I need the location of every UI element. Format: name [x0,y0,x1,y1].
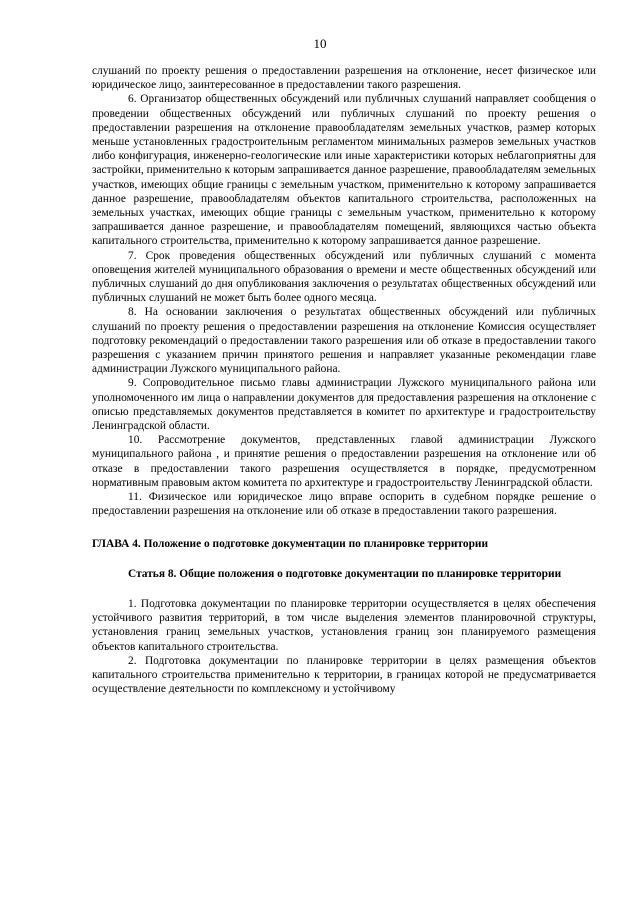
paragraph-10: 10. Рассмотрение документов, представленных главой администрации Лужского муниципального района , и принятие решения о предоставлении разрешения на отклонение или об отказе в предоставлении такого разрешения осуществляется в порядке, предусмотренном нормативным правовым актом комитета по архитектуре и градостроительству Ленинградской области. [92,434,596,489]
page-number: 10 [313,36,327,51]
paragraph-7: 7. Срок проведения общественных обсуждений или публичных слушаний с момента оповещения жителей муниципального образования о времени и месте общественных обсуждений или публичных слушаний до дня опубликования заключения о результатах общественных обсуждений или публичных слушаний не может быть более одного месяца. [92,249,596,305]
article-8-paragraph-1: 1. Подготовка документации по планировке территории осуществляется в целях обеспечения устойчивого развития территорий, в том числе выделения элементов планировочной структуры, установления границ земельных участков, установления границ зон планируемого размещения объектов капитального строительства. [92,597,596,653]
paragraph-11: 11. Физическое или юридическое лицо вправе оспорить в судебном порядке решение о предоставлении разрешения на отклонение или об отказе в предоставлении такого разрешения. [92,491,596,518]
article-8-paragraph-2: 2. Подготовка документации по планировке территории в целях размещения объектов капитального строительства применительно к территории, в границах которой не предусматривается осуществление деятельности по комплексному и устойчивому [92,654,596,696]
paragraph-9: 9. Сопроводительное письмо главы администрации Лужского муниципального района или уполномоченного им лица о направлении документов для предоставления разрешения на отклонение с описью представляемых документов представляется в комитет по архитектуре и градостроительству Ленинградской области. [92,377,596,433]
paragraph-6: 6. Организатор общественных обсуждений или публичных слушаний направляет сообщения о проведении общественных обсуждений или публичных слушаний по проекту решения о предоставлении разрешения на отклонение правообладателям земельных участков, размер которых меньше установленных градостроительным регламентом минимальных размеров земельных участков либо конфигурация, инженерно-геологические или иные характеристики которых неблагоприятны для застройки, применительно к которым запрашивается данное разрешение, правообладателям земельных участков, имеющих общие границы с земельным участком, применительно к которому запрашивается данное разрешение, правообладателям объектов капитального строительства, расположенных на земельных участках, имеющих общие границы с земельным участком, применительно к которому запрашивается данное разрешение, и правообладателям помещений, являющихся частью объекта капитального строительства, применительно к которому запрашивается данное разрешение. [92,93,596,248]
paragraph-8: 8. На основании заключения о результатах общественных обсуждений или публичных слушаний по проекту решения о предоставлении разрешения на отклонение Комиссия осуществляет подготовку рекомендаций о предоставлении такого разрешения или об отказе в предоставлении такого разрешения с указанием причин принятого решения и направляет указанные рекомендации главе администрации Лужского муниципального района. [92,306,596,376]
paragraph-continued: слушаний по проекту решения о предоставлении разрешения на отклонение, несет физическое или юридическое лицо, заинтересованное в предоставлении такого разрешения. [92,65,596,92]
article-heading: Статья 8. Общие положения о подготовке документации по планировке территории [128,567,562,580]
document-body [92,64,596,696]
chapter-heading: ГЛАВА 4. Положение о подготовке документации по планировке территории [92,537,489,550]
